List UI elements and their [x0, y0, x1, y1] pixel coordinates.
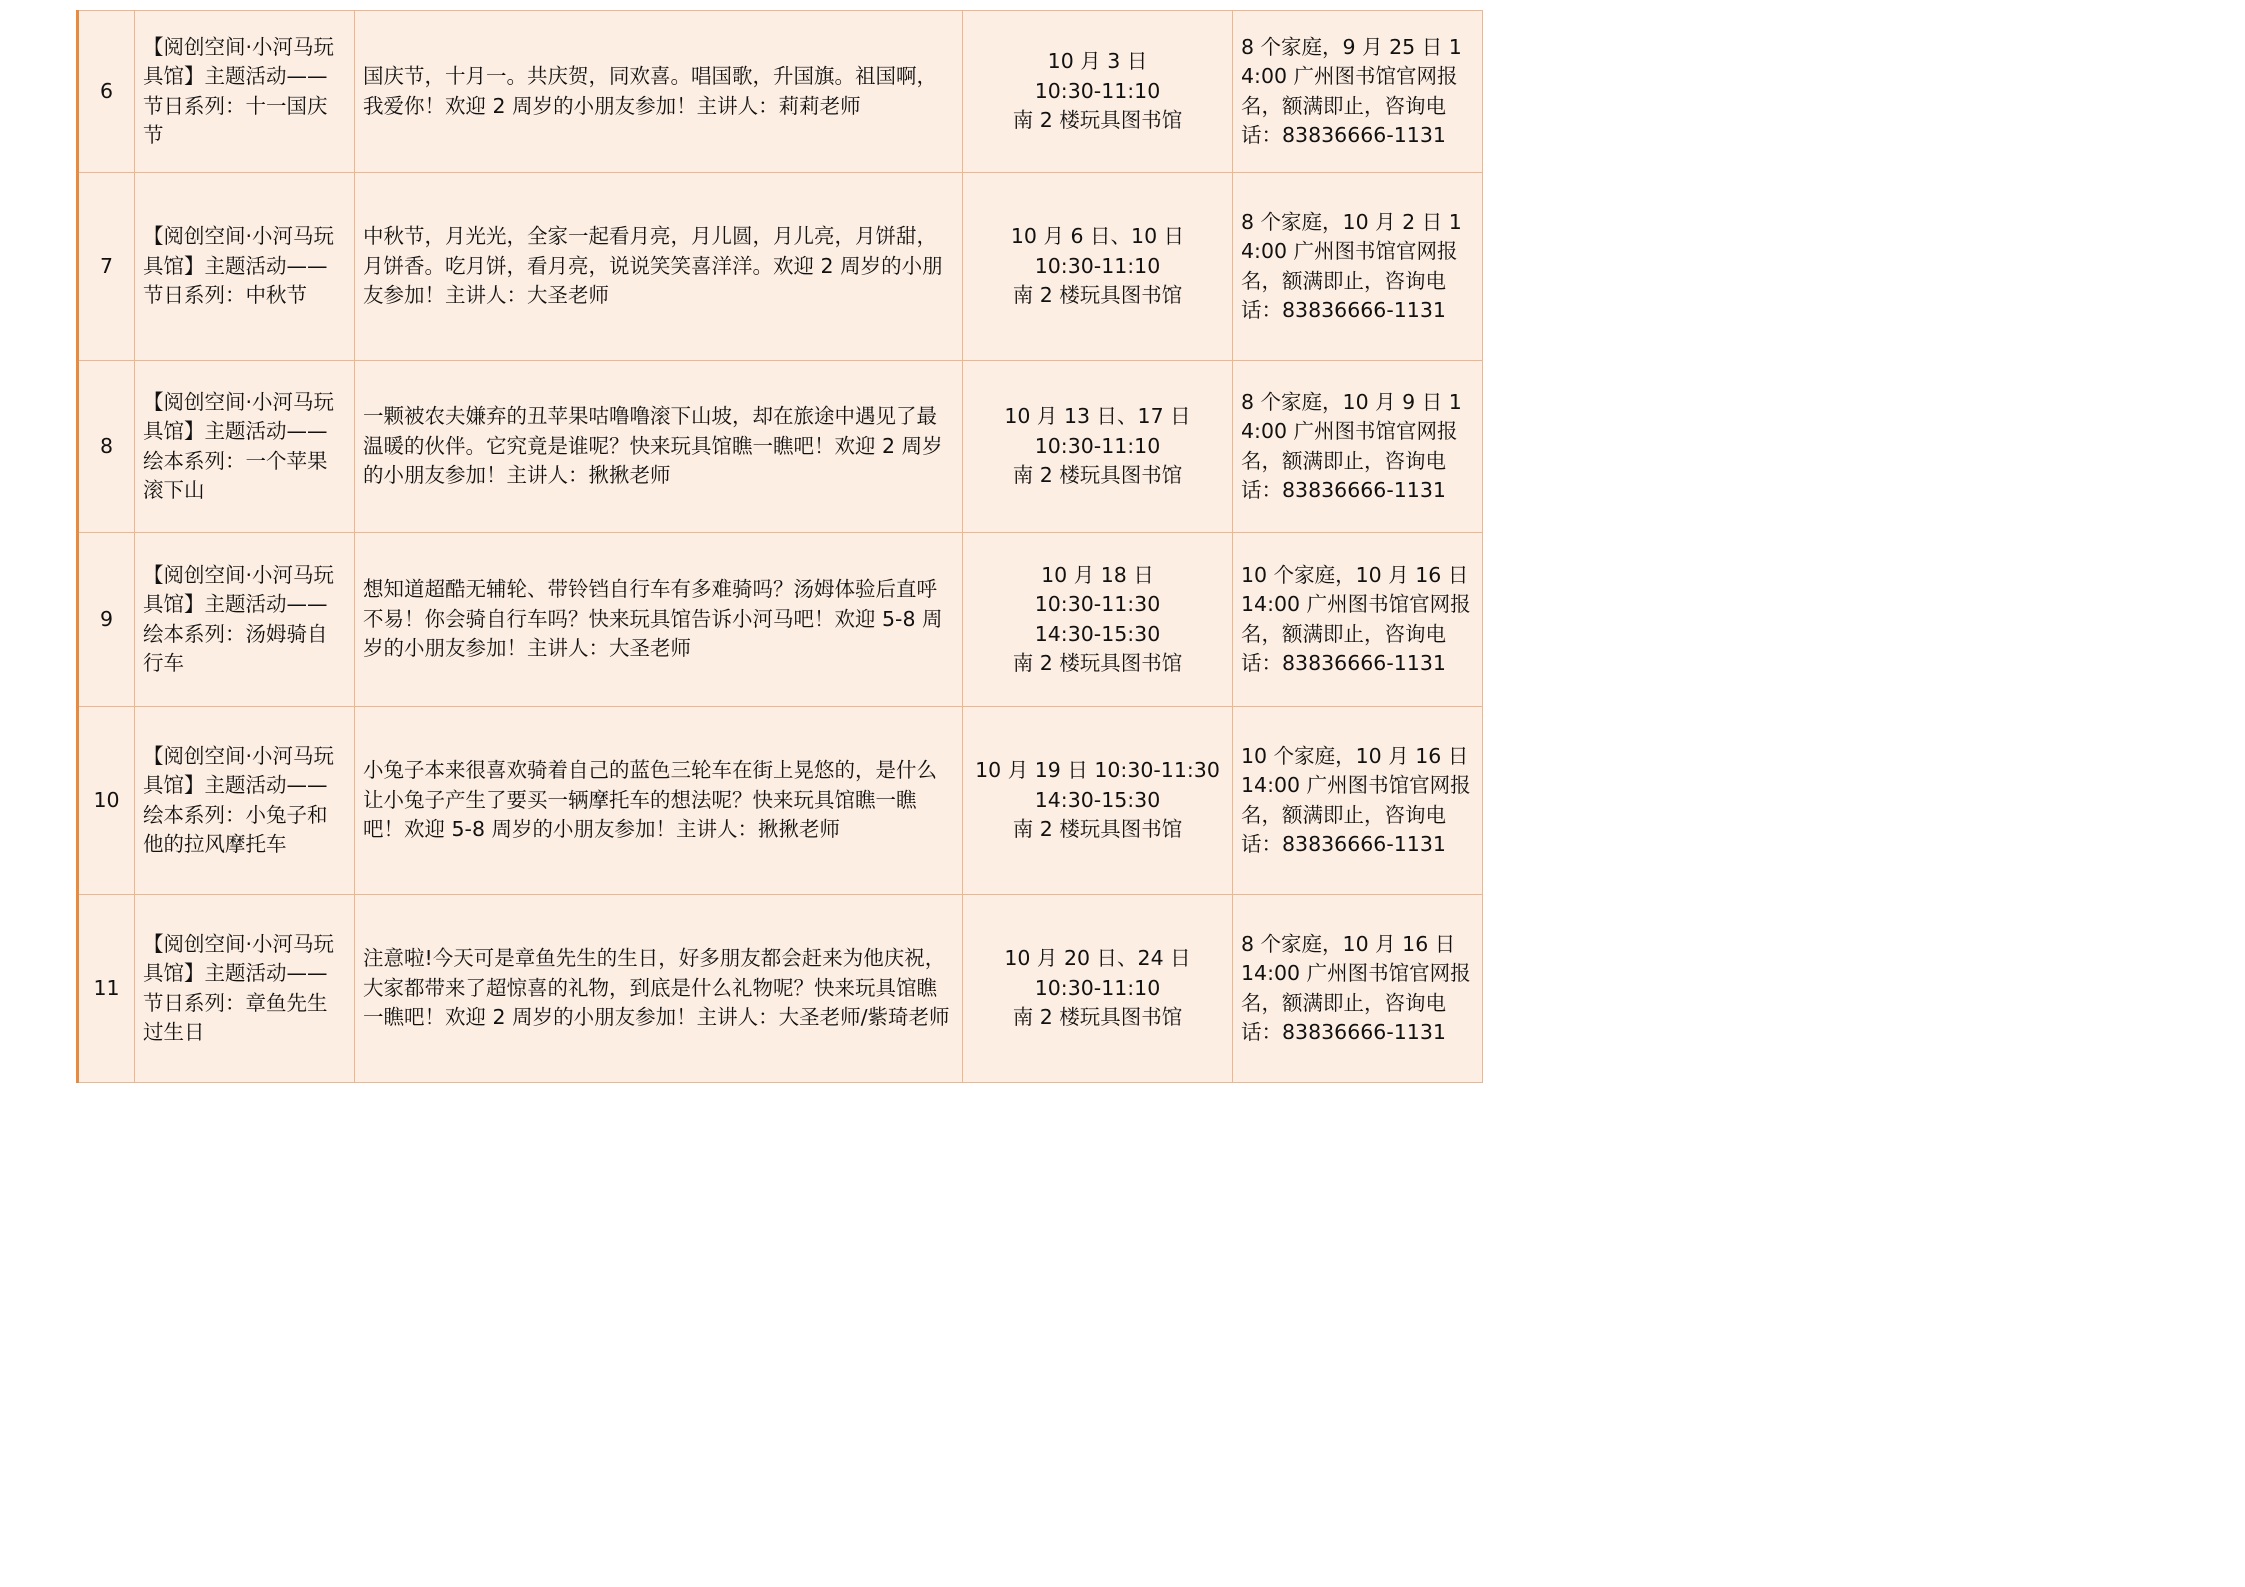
time-line: 10 月 20 日、24 日 [1004, 946, 1191, 971]
row-number: 10 [78, 707, 135, 895]
signup-info: 8 个家庭，10 月 16 日 14:00 广州图书馆官网报名，额满即止，咨询电话：83836666-1131 [1233, 895, 1483, 1083]
signup-info: 10 个家庭，10 月 16 日 14:00 广州图书馆官网报名，额满即止，咨询电话：83836666-1131 [1233, 533, 1483, 707]
time-line: 10:30-11:10 [1034, 975, 1161, 1000]
table-row [78, 533, 1483, 707]
time-line: 14:30-15:30 [1034, 621, 1161, 646]
row-number: 6 [78, 11, 135, 173]
signup-info: 8 个家庭，9 月 25 日 14:00 广州图书馆官网报名，额满即止，咨询电话：83836666-1131 [1233, 11, 1483, 173]
location-line: 南 2 楼玩具图书馆 [1012, 108, 1183, 133]
activity-time-location [963, 533, 1233, 707]
time-line: 10:30-11:10 [1034, 253, 1161, 278]
activity-title: 【阅创空间·小河马玩具馆】主题活动——绘本系列：一个苹果滚下山 [135, 361, 355, 533]
table-row [78, 11, 1483, 173]
row-number: 9 [78, 533, 135, 707]
row-number: 7 [78, 173, 135, 361]
activity-title: 【阅创空间·小河马玩具馆】主题活动——绘本系列：小兔子和他的拉风摩托车 [135, 707, 355, 895]
signup-info: 8 个家庭，10 月 2 日 14:00 广州图书馆官网报名，额满即止，咨询电话：83836666-1131 [1233, 173, 1483, 361]
location-line: 南 2 楼玩具图书馆 [1012, 1005, 1183, 1030]
time-line: 10 月 13 日、17 日 [1004, 404, 1191, 429]
activity-time-location [963, 173, 1233, 361]
activity-time-location [963, 11, 1233, 173]
activity-time-location [963, 707, 1233, 895]
activity-title: 【阅创空间·小河马玩具馆】主题活动——节日系列：章鱼先生过生日 [135, 895, 355, 1083]
time-line: 14:30-15:30 [1034, 787, 1161, 812]
location-line: 南 2 楼玩具图书馆 [1012, 651, 1183, 675]
activity-title: 【阅创空间·小河马玩具馆】主题活动——节日系列：十一国庆节 [135, 11, 355, 173]
activity-time-location [963, 895, 1233, 1083]
activity-time-location [963, 361, 1233, 533]
location-line: 南 2 楼玩具图书馆 [1012, 817, 1183, 842]
table-row [78, 707, 1483, 895]
time-line: 10:30-11:10 [1034, 433, 1161, 458]
activity-schedule-page [76, 10, 1481, 1083]
location-line: 南 2 楼玩具图书馆 [1012, 463, 1183, 488]
table-row [78, 173, 1483, 361]
location-line: 南 2 楼玩具图书馆 [1012, 283, 1183, 308]
activity-schedule-table [76, 10, 1483, 1083]
signup-info: 10 个家庭，10 月 16 日 14:00 广州图书馆官网报名，额满即止，咨询电话：83836666-1131 [1233, 707, 1483, 895]
activity-title: 【阅创空间·小河马玩具馆】主题活动——节日系列：中秋节 [135, 173, 355, 361]
row-number: 11 [78, 895, 135, 1083]
activity-description: 一颗被农夫嫌弃的丑苹果咕噜噜滚下山坡，却在旅途中遇见了最温暖的伙伴。它究竟是谁呢？快来玩具馆瞧一瞧吧！欢迎 2 周岁的小朋友参加！主讲人：揪揪老师 [355, 361, 963, 533]
activity-title: 【阅创空间·小河马玩具馆】主题活动——绘本系列：汤姆骑自行车 [135, 533, 355, 707]
activity-description: 国庆节，十月一。共庆贺，同欢喜。唱国歌，升国旗。祖国啊，我爱你！欢迎 2 周岁的小朋友参加！主讲人：莉莉老师 [355, 11, 963, 173]
time-line: 10 月 19 日 10:30-11:30 [975, 758, 1220, 783]
table-row [78, 895, 1483, 1083]
time-line: 10:30-11:30 [1034, 592, 1161, 616]
activity-description: 注意啦!今天可是章鱼先生的生日，好多朋友都会赶来为他庆祝， 大家都带来了超惊喜的礼物，到底是什么礼物呢？快来玩具馆瞧一瞧吧！欢迎 2 周岁的小朋友参加！主讲人：大圣老师/紫琦老师 [355, 895, 963, 1083]
time-line: 10 月 3 日 [1047, 49, 1148, 74]
table-row [78, 361, 1483, 533]
activity-description: 小兔子本来很喜欢骑着自己的蓝色三轮车在街上晃悠的，是什么让小兔子产生了要买一辆摩托车的想法呢？快来玩具馆瞧一瞧吧！欢迎 5-8 周岁的小朋友参加！主讲人：揪揪老师 [355, 707, 963, 895]
activity-description: 中秋节，月光光，全家一起看月亮，月儿圆，月儿亮，月饼甜，月饼香。吃月饼，看月亮，说说笑笑喜洋洋。欢迎 2 周岁的小朋友参加！主讲人：大圣老师 [355, 173, 963, 361]
time-line: 10 月 6 日、10 日 [1010, 224, 1185, 249]
activity-description: 想知道超酷无辅轮、带铃铛自行车有多难骑吗？汤姆体验后直呼不易！你会骑自行车吗？快来玩具馆告诉小河马吧！欢迎 5-8 周岁的小朋友参加！主讲人：大圣老师 [355, 533, 963, 707]
signup-info: 8 个家庭，10 月 9 日 14:00 广州图书馆官网报名，额满即止，咨询电话：83836666-1131 [1233, 361, 1483, 533]
time-line: 10 月 18 日 [1041, 562, 1154, 587]
time-line: 10:30-11:10 [1034, 78, 1161, 103]
row-number: 8 [78, 361, 135, 533]
